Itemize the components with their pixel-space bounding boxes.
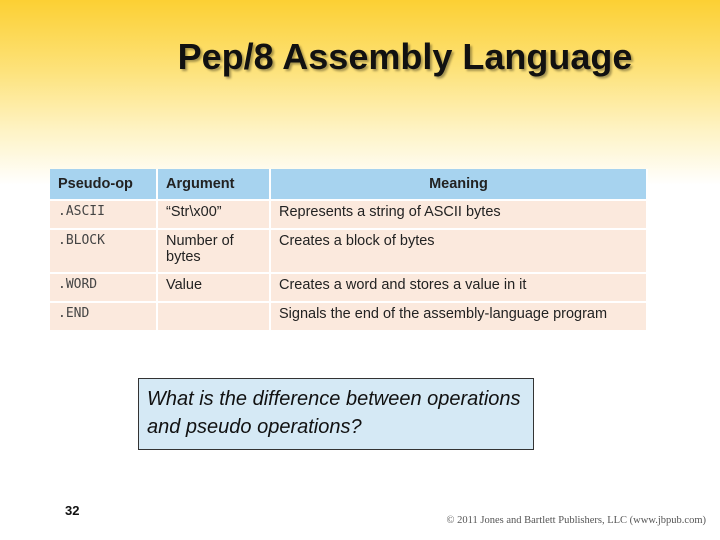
copyright-notice: © 2011 Jones and Bartlett Publishers, LLC (www.jbpub.com): [446, 515, 706, 526]
table-row: [50, 200, 647, 229]
cell-meaning: Creates a block of bytes: [270, 229, 647, 273]
table-header-row: [50, 169, 647, 200]
cell-argument: “Str\x00”: [157, 200, 270, 229]
cell-meaning: Signals the end of the assembly-language program: [270, 302, 647, 330]
slide-title: Pep/8 Assembly Language: [177, 36, 633, 77]
cell-argument: [157, 302, 270, 330]
cell-argument: Value: [157, 273, 270, 302]
cell-op: .END: [50, 302, 157, 330]
cell-op: .ASCII: [50, 200, 157, 229]
table-row: [50, 229, 647, 273]
cell-meaning: Represents a string of ASCII bytes: [270, 200, 647, 229]
header-meaning: Meaning: [270, 169, 647, 200]
cell-meaning: Creates a word and stores a value in it: [270, 273, 647, 302]
header-pseudo-op: Pseudo-op: [50, 169, 157, 200]
table-row: [50, 302, 647, 330]
cell-op: .BLOCK: [50, 229, 157, 273]
table-row: [50, 273, 647, 302]
pseudo-op-table: [50, 169, 648, 330]
slide-number: 32: [65, 503, 80, 518]
header-argument: Argument: [157, 169, 270, 200]
question-box: What is the difference between operations and pseudo operations?: [138, 378, 534, 450]
cell-op: .WORD: [50, 273, 157, 302]
cell-argument: Number of bytes: [157, 229, 270, 273]
